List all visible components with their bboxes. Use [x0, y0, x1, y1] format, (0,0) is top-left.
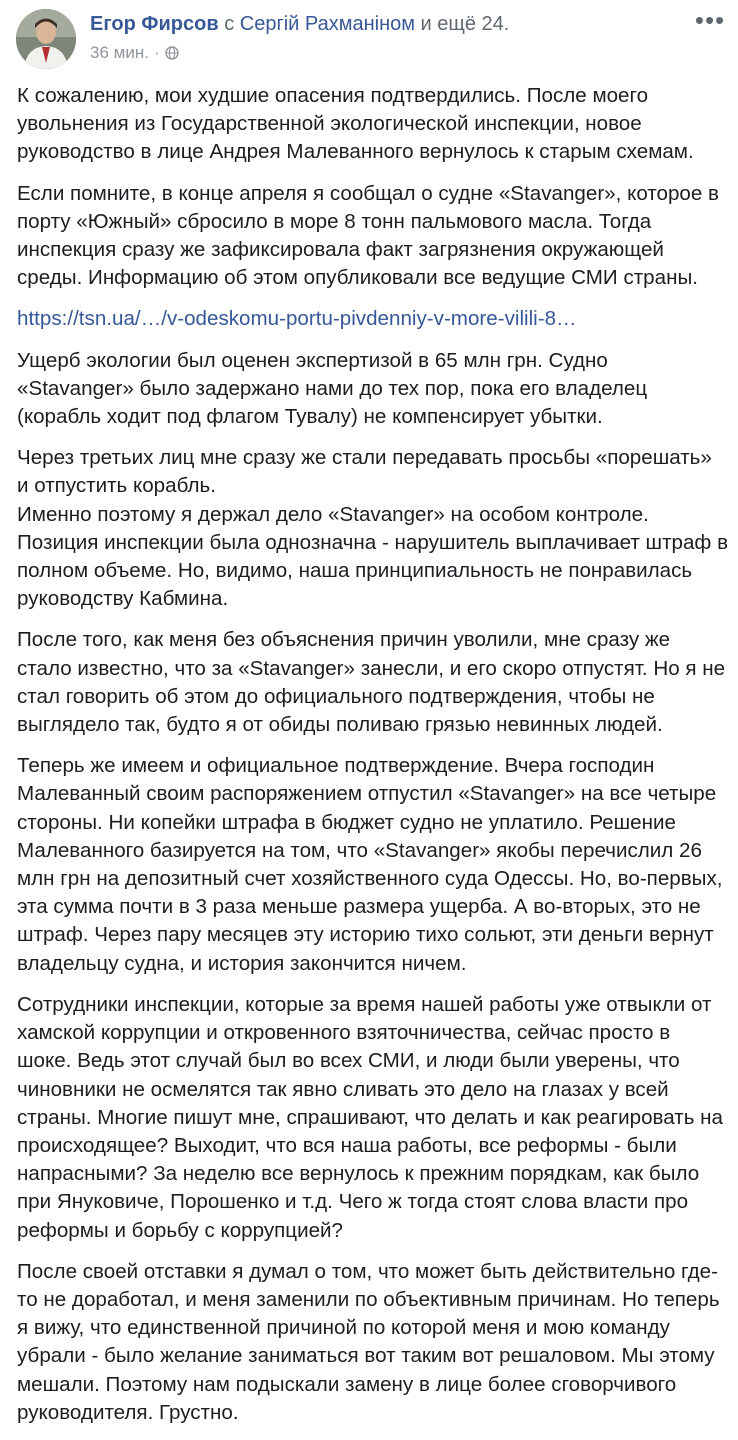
post-paragraph: Теперь же имеем и официальное подтверждение. Вчера господин Малеванный своим распоряжением отпустил «Stavanger» на все четыре стороны. Ни копейки штрафа в бюджет судно не уплатило. Решение Малеванного базируется на том, что «Stavanger» якобы перечислил 26 млн грн на депозитный счет хозяйственного суда Одессы. Но, во-первых, эта сумма почти в 3 раза меньше размера ущерба. А во-вторых, это не штраф. Через пару месяцев эту историю тихо сольют, эти деньги вернут владельцу судна, и история закончится ничем. [17, 754, 723, 975]
post-paragraph: Ущерб экологии был оценен экспертизой в 65 млн грн. Судно «Stavanger» было задержано нами до тех пор, пока его владелец (корабль ходит под флагом Тувалу) не компенсирует убытки. [17, 348, 648, 429]
meta-separator: · [153, 43, 160, 62]
avatar-photo [16, 9, 76, 69]
author-avatar[interactable] [16, 9, 76, 69]
post-body [17, 82, 729, 1440]
post-paragraph: Именно поэтому я держал дело «Stavanger» на особом контроле. Позиция инспекции была однозначна - нарушитель выплачивает штраф в полном объеме. Но, видимо, наша принципиальность не понравилась руководству Кабмина. [17, 502, 729, 611]
author-line [90, 10, 509, 38]
more-options-icon[interactable]: ••• [694, 5, 726, 35]
author-name-link[interactable]: Егор Фирсов [90, 13, 219, 35]
post-paragraph: Если помните, в конце апреля я сообщал о судне «Stavanger», которое в порту «Южный» сбросило в море 8 тонн пальмового масла. Тогда инспекция сразу же зафиксировала факт загрязнения окружающей среды. Информацию об этом опубликовали все ведущие СМИ страны. [17, 181, 719, 290]
post-paragraph: К сожалению, мои худшие опасения подтвердились. После моего увольнения из Государственной экологической инспекции, новое руководство в лице Андрея Малеванного вернулось к старым схемам. [17, 84, 694, 164]
article-link[interactable]: https://tsn.ua/…/v-odeskomu-portu-pivdenniy-v-more-vilili-8… [17, 307, 577, 331]
tagged-person-link[interactable]: Сергій Рахманіном [239, 13, 415, 35]
post-paragraph: После своей отставки я думал о том, что может быть действительно где-то не доработал, и меня заменили по объективным причинам. Но теперь я вижу, что единственной причиной по которой меня и мою команду убрали - было желание заниматься вот таким вот решаловом. Мы этому мешали. Поэтому нам подыскали замену в лице более сговорчивого руководителя. Грустно. [17, 1259, 720, 1424]
tagged-others-link[interactable]: и ещё 24. [420, 13, 510, 35]
post-meta [90, 41, 179, 67]
post-paragraph: Через третьих лиц мне сразу же стали передавать просьбы «порешать» и отпустить корабль. [17, 446, 712, 498]
post-paragraph: После того, как меня без объяснения причин уволили, мне сразу же стало известно, что за «Stavanger» занесли, и его скоро отпустят. Но я не стал говорить об этом до официального подтверждения, чтобы не выглядело так, будто я от обиды поливаю грязью невинных людей. [17, 628, 726, 737]
post-timestamp[interactable]: 36 мин. [90, 43, 149, 62]
globe-icon[interactable] [165, 43, 179, 67]
with-prefix: с [224, 13, 235, 35]
post-link-paragraph [17, 305, 729, 333]
post-header [0, 0, 738, 80]
post-paragraph: Сотрудники инспекции, которые за время нашей работы уже отвыкли от хамской коррупции и откровенного взяточничества, сейчас просто в шоке. Ведь этот случай был во всех СМИ, и люди были уверены, что чиновники не осмелятся так явно сливать это дело на глазах у всей страны. Многие пишут мне, спрашивают, что делать и как реагировать на происходящее? Выходит, что вся наша работы, все реформы - были напрасными? За неделю все вернулось к прежним порядкам, как было при Януковиче, Порошенко и т.д. Чего ж тогда стоят слова власти про реформы и борьбу с коррупцией? [17, 992, 723, 1242]
